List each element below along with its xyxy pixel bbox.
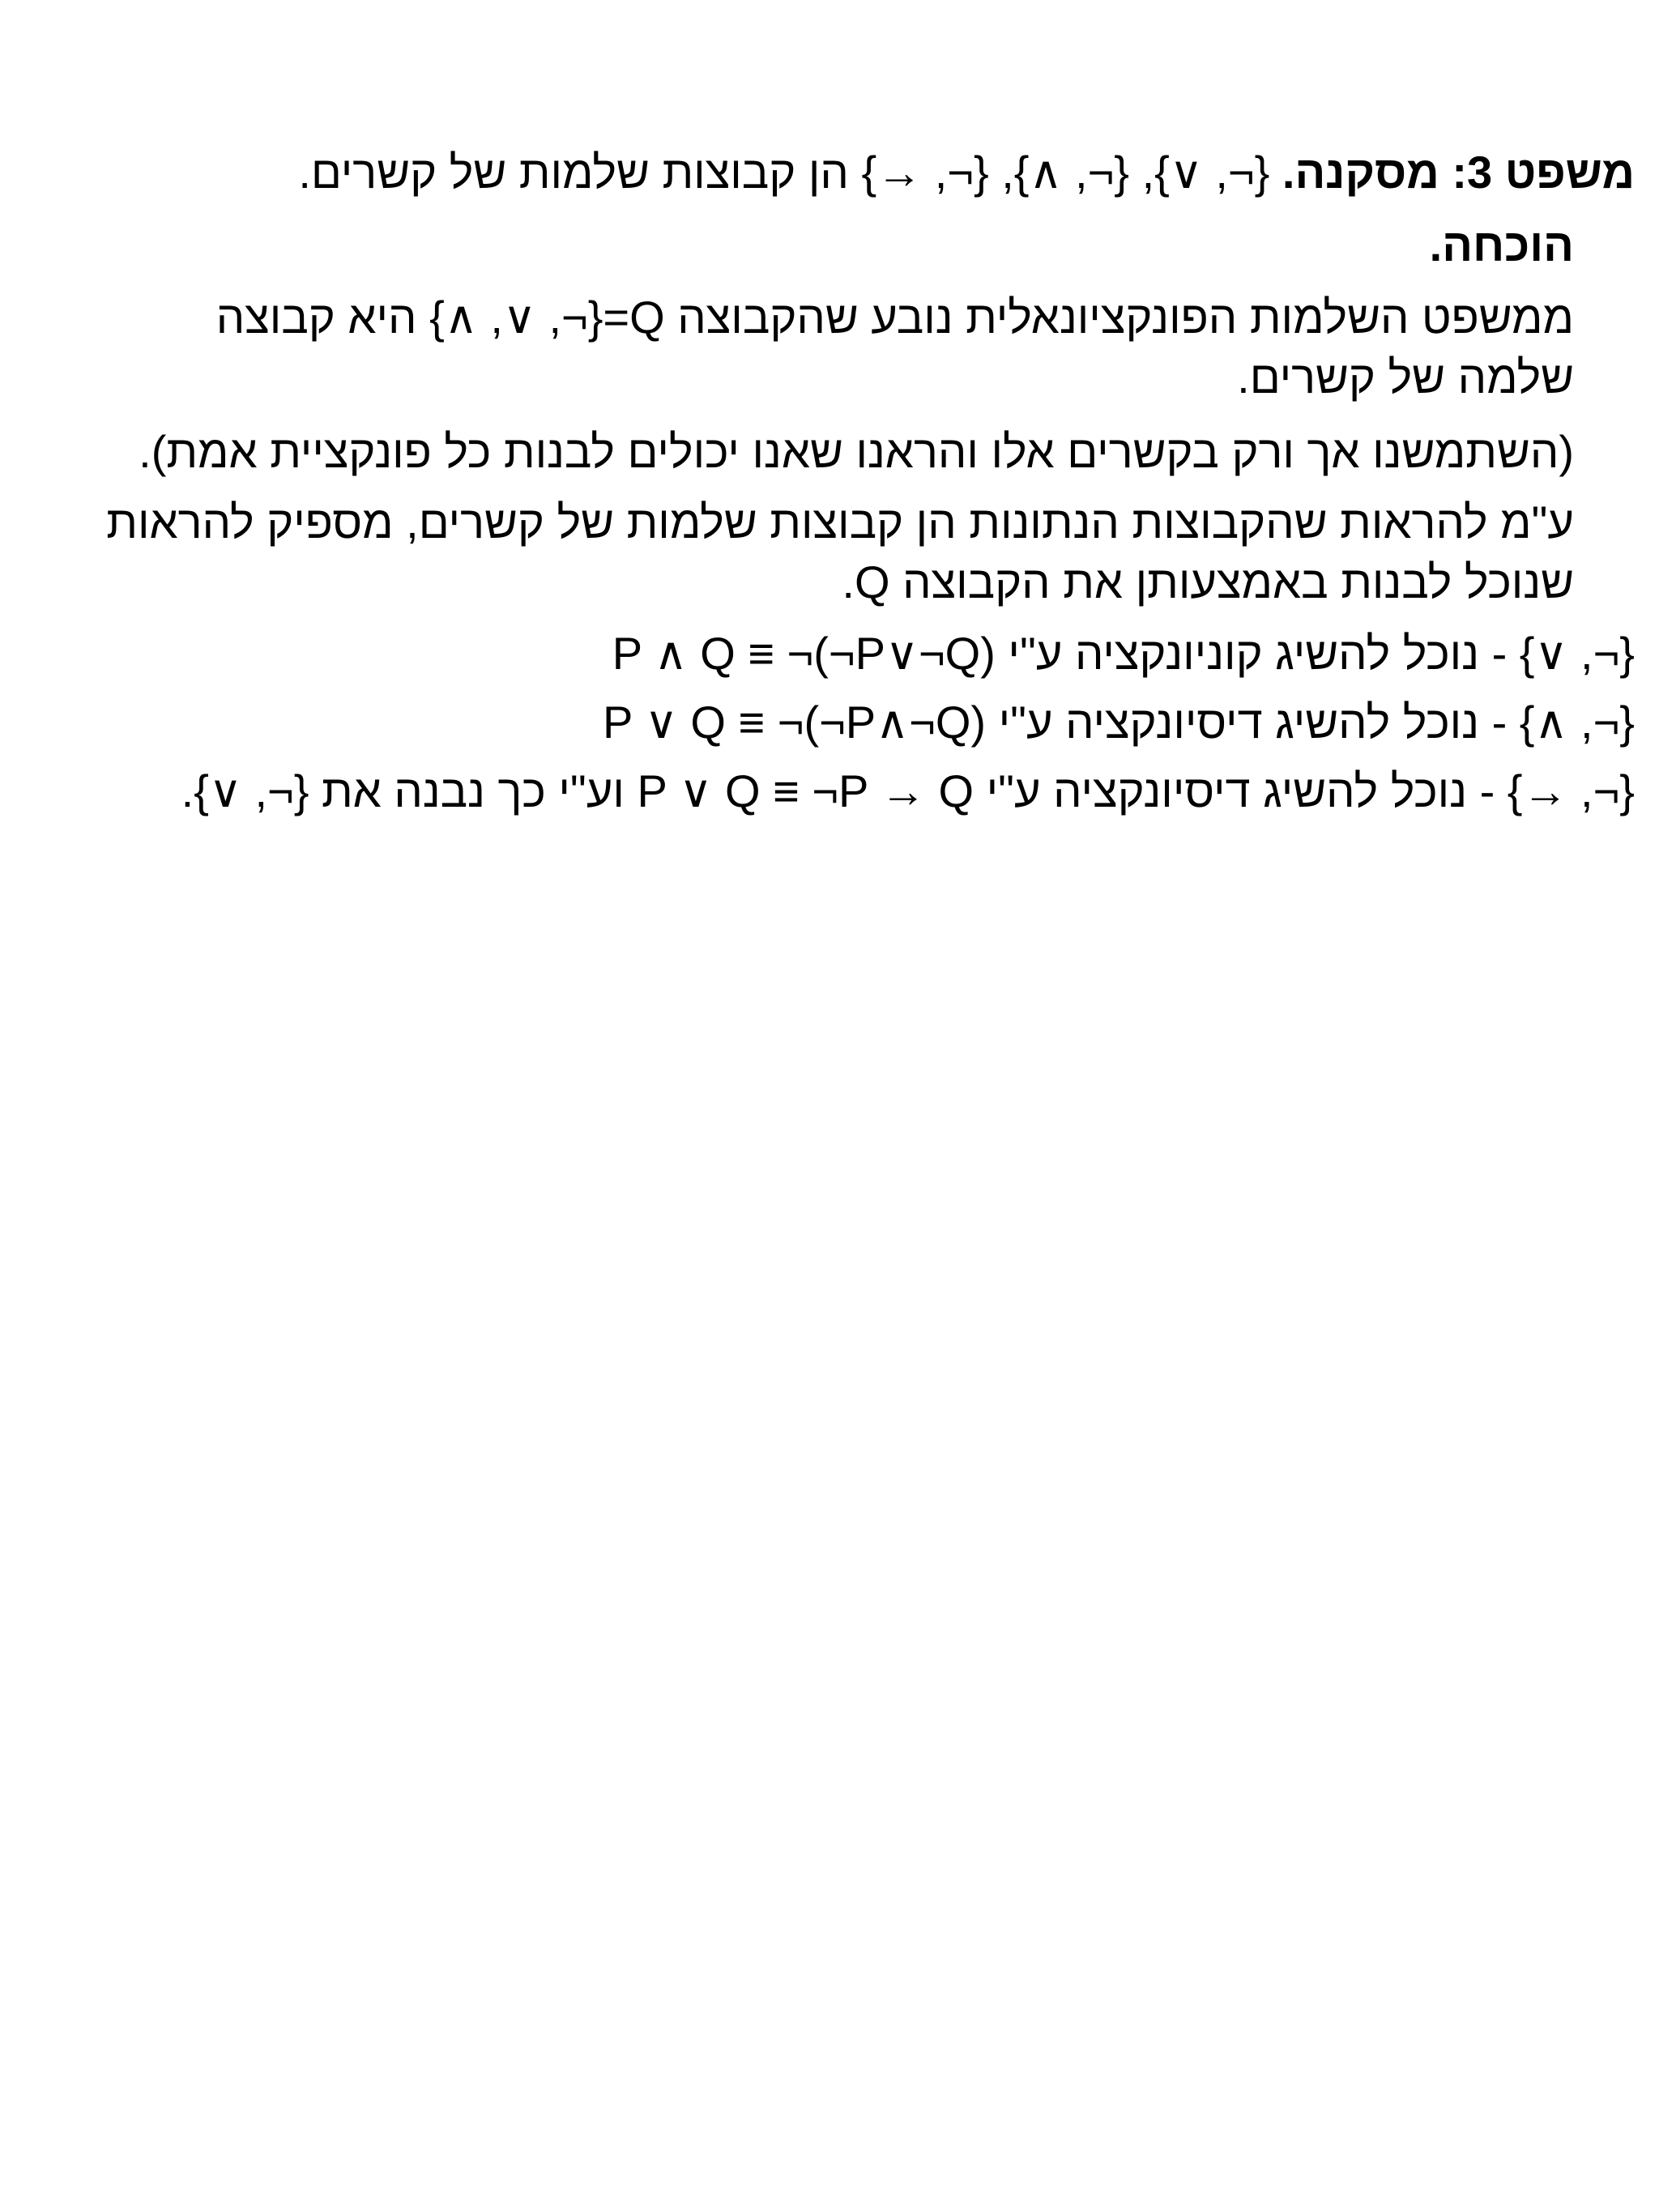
proof-paragraph-2: (השתמשנו אך ורק בקשרים אלו והראנו שאנו יכולים לבנות כל פונקציית אמת). xyxy=(139,426,1574,477)
theorem-label: משפט 3: מסקנה. xyxy=(1282,147,1635,198)
proof-label: הוכחה. xyxy=(1429,219,1574,271)
theorem-line xyxy=(298,144,1635,201)
proof-item-3: {¬, →} - נוכל להשיג דיסיונקציה ע"י P ∨ Q ≡ ¬P → Q וע"י כך נבנה את {¬, ∨}. xyxy=(181,765,1635,816)
proof-item-1: {¬, ∨} - נוכל להשיג קוניונקציה ע"י P ∧ Q ≡ ¬(¬P∨¬Q) xyxy=(612,628,1635,679)
proof-paragraph-1: ממשפט השלמות הפונקציונאלית נובע שהקבוצה Q={¬, ∨, ∧} היא קבוצה שלמה של קשרים. xyxy=(215,292,1574,403)
proof-paragraph-3: ע"מ להראות שהקבוצות הנתונות הן קבוצות שלמות של קשרים, מספיק להראות שנוכל לבנות באמצעותן את הקבוצה Q. xyxy=(106,497,1574,607)
proof-item-2: {¬, ∧} - נוכל להשיג דיסיונקציה ע"י P ∨ Q ≡ ¬(¬P∧¬Q) xyxy=(602,697,1635,748)
theorem-statement: {¬, ∨}, {¬, ∧}, {¬, →} הן קבוצות שלמות של קשרים. xyxy=(298,147,1270,198)
